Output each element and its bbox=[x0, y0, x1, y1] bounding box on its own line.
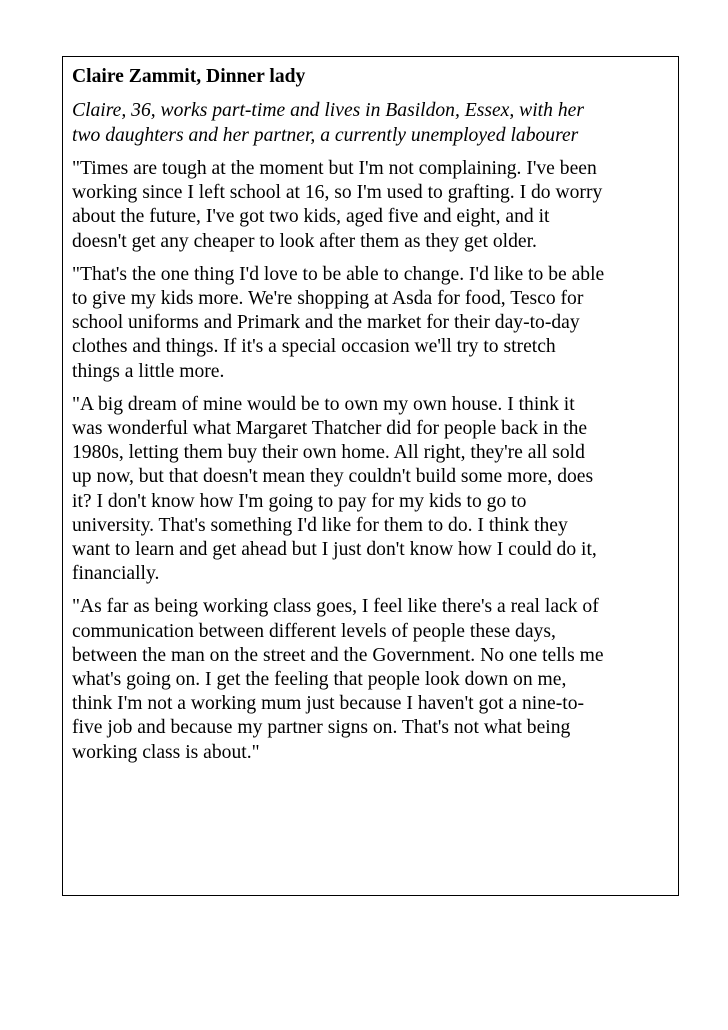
paragraph-3 bbox=[72, 393, 670, 587]
text-line: think I'm not a working mum just because I haven't got a nine-to- bbox=[72, 693, 585, 715]
text-line: things a little more. bbox=[72, 360, 225, 382]
text-line: want to learn and get ahead but I just don't know how I could do it, bbox=[72, 539, 597, 561]
text-line: communication between different levels of people these days, bbox=[72, 620, 556, 642]
text-line: clothes and things. If it's a special occasion we'll try to stretch bbox=[72, 336, 556, 358]
text-line: between the man on the street and the Government. No one tells me bbox=[72, 644, 604, 666]
text-line: was wonderful what Margaret Thatcher did for people back in the bbox=[72, 418, 588, 440]
text-line: five job and because my partner signs on. That's not what being bbox=[72, 717, 571, 739]
paragraph-2 bbox=[72, 263, 670, 384]
intro-line: two daughters and her partner, a currently unemployed labourer bbox=[72, 125, 579, 146]
text-line: "That's the one thing I'd love to be able to change. I'd like to be able bbox=[72, 263, 605, 285]
paragraph-1 bbox=[72, 157, 670, 254]
text-line: school uniforms and Primark and the market for their day-to-day bbox=[72, 312, 580, 334]
text-line: doesn't get any cheaper to look after them as they get older. bbox=[72, 230, 537, 252]
text-line: "As far as being working class goes, I feel like there's a real lack of bbox=[72, 596, 599, 618]
text-line: 1980s, letting them buy their own home. All right, they're all sold bbox=[72, 442, 585, 464]
text-line: "A big dream of mine would be to own my own house. I think it bbox=[72, 393, 575, 415]
text-line: about the future, I've got two kids, aged five and eight, and it bbox=[72, 206, 550, 228]
intro-line: Claire, 36, works part-time and lives in Basildon, Essex, with her bbox=[72, 100, 584, 121]
text-line: university. That's something I'd like for them to do. I think they bbox=[72, 514, 568, 536]
paragraph-4 bbox=[72, 595, 670, 764]
text-line: up now, but that doesn't mean they couldn't build some more, does bbox=[72, 466, 594, 488]
text-line: to give my kids more. We're shopping at Asda for food, Tesco for bbox=[72, 288, 584, 310]
article-title: Claire Zammit, Dinner lady bbox=[72, 66, 306, 87]
text-line: what's going on. I get the feeling that people look down on me, bbox=[72, 669, 567, 691]
article-intro bbox=[72, 98, 670, 148]
text-line: it? I don't know how I'm going to pay for my kids to go to bbox=[72, 490, 527, 512]
text-line: working class is about." bbox=[72, 741, 260, 763]
text-line: financially. bbox=[72, 563, 160, 585]
text-line: "Times are tough at the moment but I'm not complaining. I've been bbox=[72, 158, 597, 179]
article-frame bbox=[62, 56, 679, 896]
text-line: working since I left school at 16, so I'm used to grafting. I do worry bbox=[72, 182, 603, 204]
